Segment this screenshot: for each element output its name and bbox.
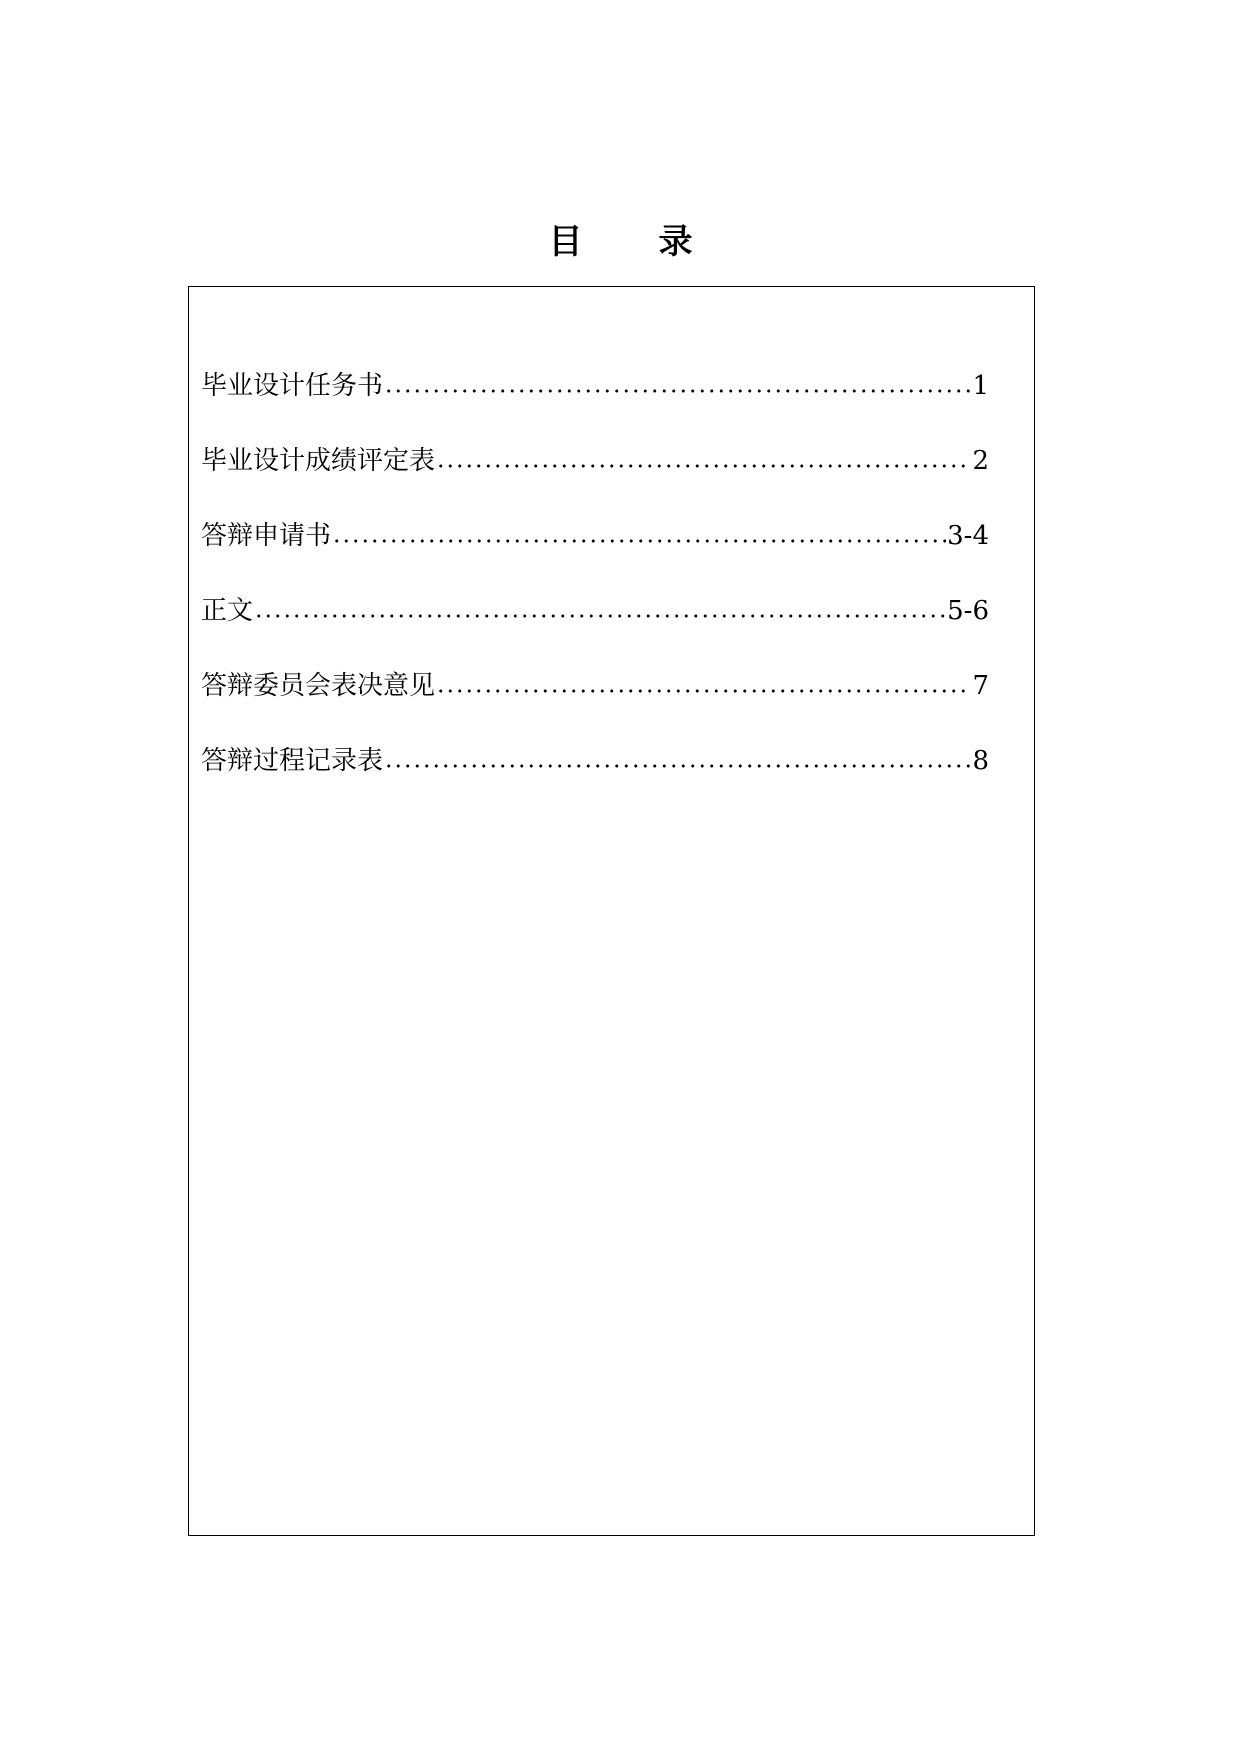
toc-dot-leader xyxy=(332,517,946,555)
toc-entry-page: 7 xyxy=(972,671,989,701)
toc-entry[interactable] xyxy=(201,592,989,630)
toc-entry[interactable] xyxy=(201,742,989,780)
toc-entry-page: 1 xyxy=(972,371,989,401)
table-of-contents xyxy=(201,367,989,817)
toc-entry-page: 3-4 xyxy=(947,521,989,551)
toc-entry[interactable] xyxy=(201,442,989,480)
page-title xyxy=(0,222,1241,262)
toc-entry-label: 毕业设计任务书 xyxy=(201,371,384,401)
page-title-char-2: 录 xyxy=(658,222,693,262)
table-of-contents-frame xyxy=(188,286,1035,1536)
toc-entry-label: 答辩委员会表决意见 xyxy=(201,671,436,701)
toc-entry-page: 5-6 xyxy=(947,596,989,626)
toc-entry[interactable] xyxy=(201,517,989,555)
toc-dot-leader xyxy=(436,667,971,705)
toc-dot-leader xyxy=(436,442,971,480)
toc-entry-label: 正文 xyxy=(201,596,254,626)
toc-entry-page: 2 xyxy=(972,446,989,476)
toc-entry-label: 答辩过程记录表 xyxy=(201,746,384,776)
toc-entry[interactable] xyxy=(201,667,989,705)
toc-dot-leader xyxy=(384,367,971,405)
toc-entry[interactable] xyxy=(201,367,989,405)
toc-entry-label: 毕业设计成绩评定表 xyxy=(201,446,436,476)
toc-dot-leader xyxy=(384,742,971,780)
toc-dot-leader xyxy=(254,592,946,630)
toc-entry-label: 答辩申请书 xyxy=(201,521,332,551)
page-title-char-1: 目 xyxy=(548,222,583,262)
toc-entry-page: 8 xyxy=(972,746,989,776)
